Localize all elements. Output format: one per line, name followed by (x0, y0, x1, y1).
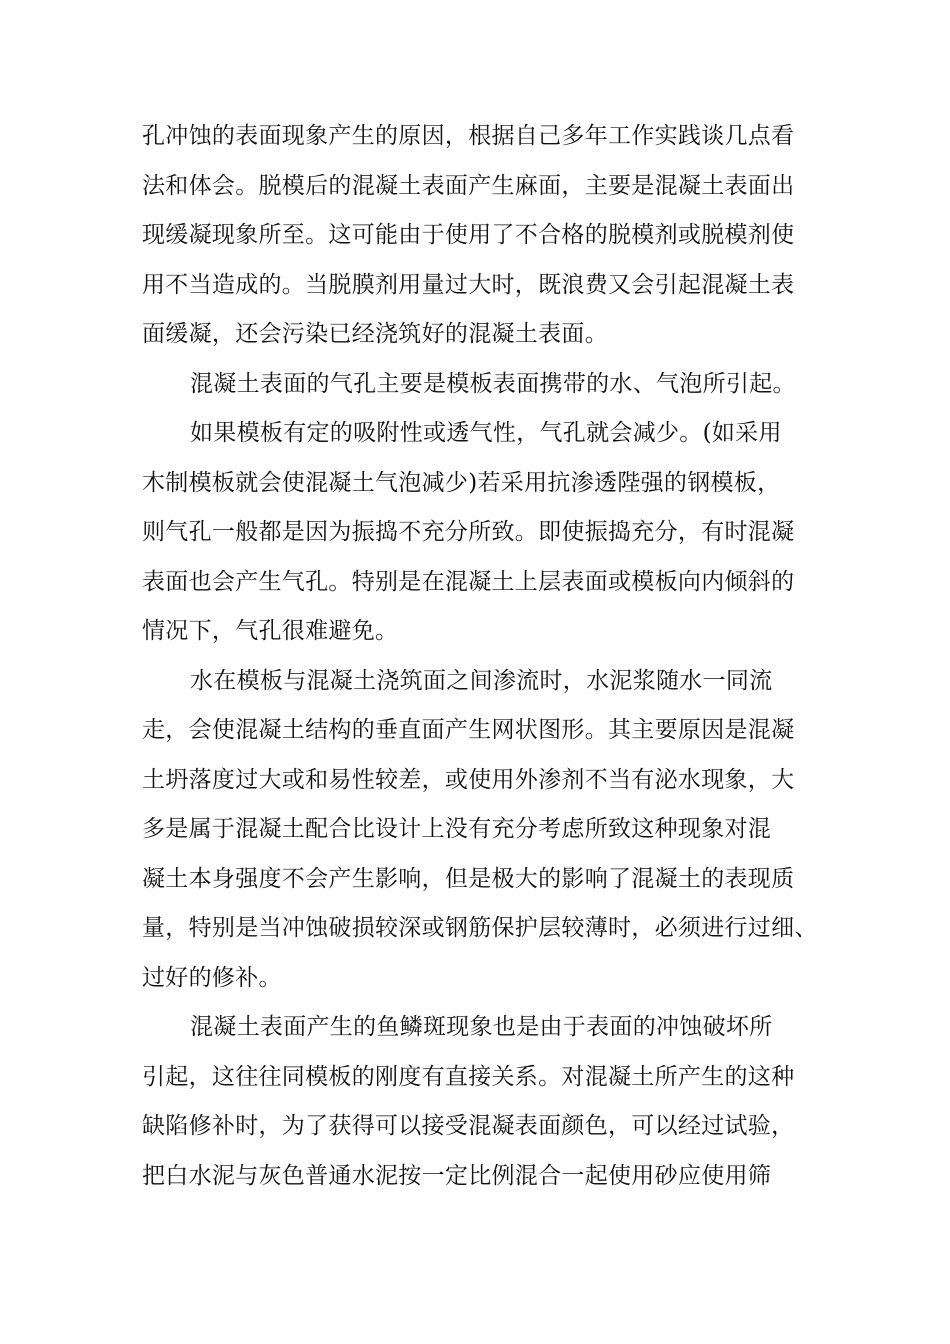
text-line: 情况下，气孔很难避免。 (142, 618, 399, 644)
text-line: 凝土本身强度不会产生影响，但是极大的影响了混凝土的表现质 (142, 865, 795, 892)
text-line: 如果模板有定的吸附性或透气性，气孔就会减少。(如采用 (190, 420, 782, 446)
text-line: 水在模板与混凝土浇筑面之间渗流时，水泥浆随水一同流 (190, 667, 773, 694)
text-line: 引起，这往往同模板的刚度有直接关系。对混凝土所产生的这种 (142, 1063, 795, 1090)
text-line: 表面也会产生气孔。特别是在混凝土上层表面或模板向内倾斜的 (142, 568, 795, 595)
text-line: 土坍落度过大或和易性较差，或使用外渗剂不当有泌水现象，大 (142, 766, 795, 793)
paragraph-4 (142, 657, 818, 1004)
text-line: 多是属于混凝土配合比设计上没有充分考虑所致这种现象对混 (142, 816, 772, 842)
text-line: 面缓凝，还会污染已经浇筑好的混凝土表面。 (142, 321, 608, 347)
paragraph-1 (142, 112, 814, 360)
text-line: 混凝土表面产生的鱼鳞斑现象也是由于表面的冲蚀破坏所 (190, 1014, 773, 1040)
text-line: 缺陷修补时，为了获得可以接受混凝表面颜色，可以经过试验， (142, 1113, 795, 1139)
document-body (142, 112, 818, 1201)
text-line: 走，会使混凝土结构的垂直面产生网状图形。其主要原因是混凝 (142, 717, 795, 743)
text-line: 量，特别是当冲蚀破损较深或钢筋保护层较薄时，必须进行过细、 (142, 915, 818, 941)
paragraph-5 (142, 1003, 814, 1201)
text-line: 过好的修补。 (142, 964, 282, 991)
text-line: 则气孔一般都是因为振捣不充分所致。即使振捣充分，有时混凝 (142, 519, 795, 545)
paragraph-2 (142, 360, 814, 410)
text-line: 混凝土表面的气孔主要是模板表面携带的水、气泡所引起。 (190, 370, 796, 397)
text-line: 法和体会。脱模后的混凝土表面产生麻面，主要是混凝土表面出 (142, 172, 795, 199)
text-line: 现缓凝现象所至。这可能由于使用了不合格的脱模剂或脱模剂使 (142, 222, 795, 248)
text-line: 把白水泥与灰色普通水泥按一定比例混合一起使用砂应使用筛 (142, 1162, 772, 1189)
text-line: 孔冲蚀的表面现象产生的原因，根据自己多年工作实践谈几点看 (142, 123, 795, 149)
text-line: 木制模板就会使混凝土气泡减少)若采用抗渗透陛强的钢模板， (142, 469, 781, 496)
paragraph-3 (142, 409, 814, 657)
text-line: 用不当造成的。当脱膜剂用量过大时，既浪费又会引起混凝土表 (142, 271, 795, 298)
